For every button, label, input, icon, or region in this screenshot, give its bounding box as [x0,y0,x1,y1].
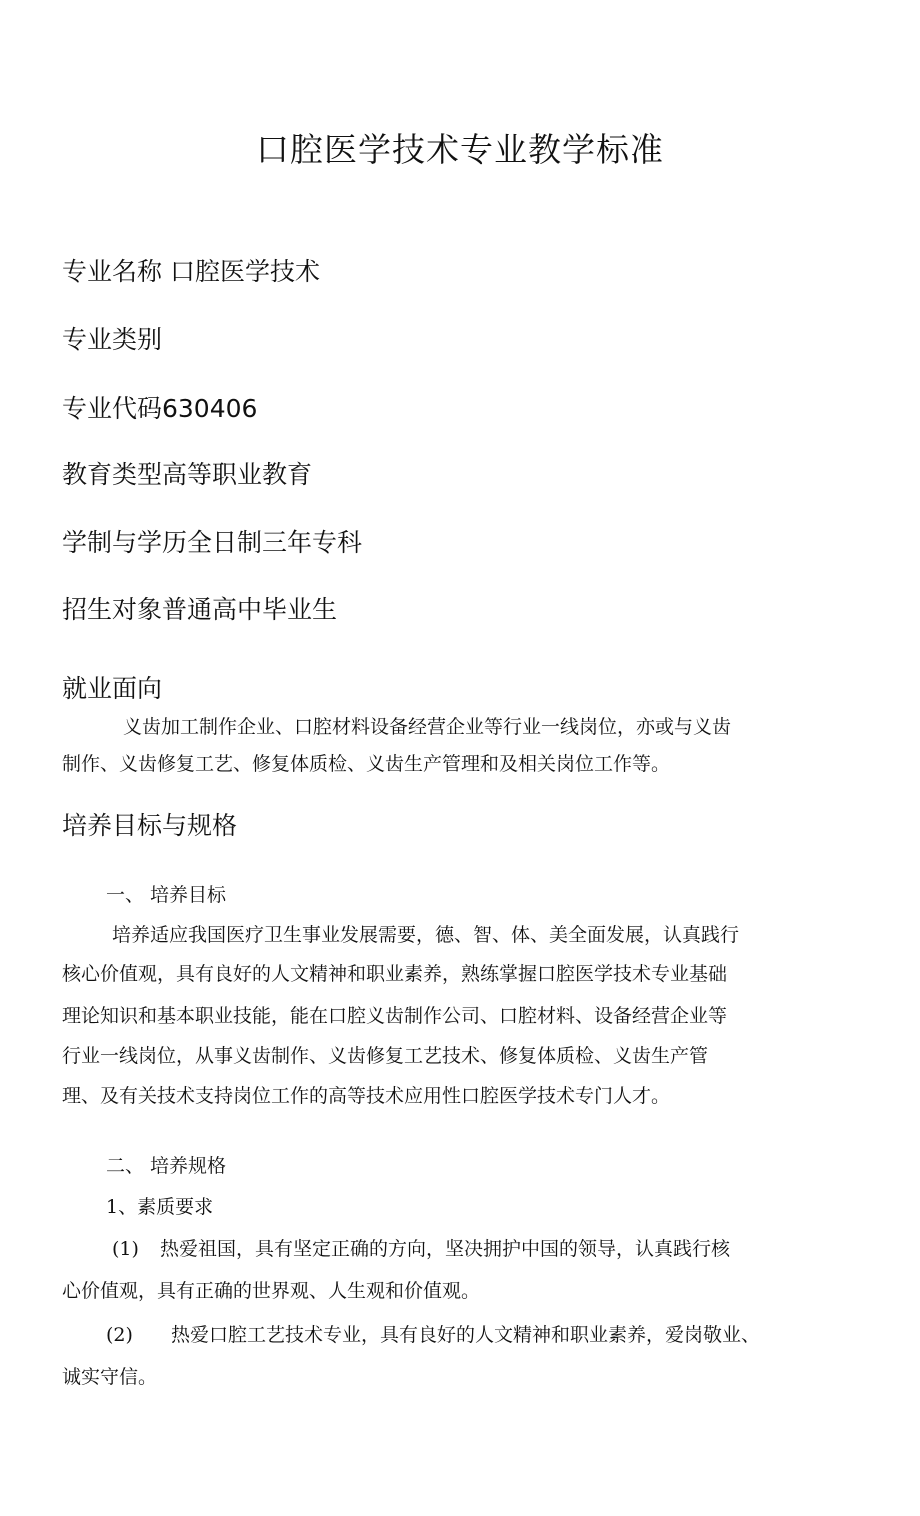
goal-heading: 一、 培养目标 [106,884,227,906]
quality-item-line: 诚实守信。 [62,1366,158,1388]
quality-item-line: 热爱口腔工艺技术专业，具有良好的人文精神和职业素养，爱岗敬业、 [171,1324,761,1346]
training-heading: 培养目标与规格 [62,811,238,840]
field-enrollment: 招生对象普通高中毕业生 [62,595,338,624]
goal-line: 行业一线岗位，从事义齿制作、义齿修复工艺技术、修复体质检、义齿生产管 [62,1045,709,1067]
field-duration: 学制与学历全日制三年专科 [62,528,363,557]
goal-line: 核心价值观，具有良好的人文精神和职业素养，熟练掌握口腔医学技术专业基础 [62,963,728,985]
employment-line: 义齿加工制作企业、口腔材料设备经营企业等行业一线岗位，亦或与义齿 [123,716,732,738]
document-title: 口腔医学技术专业教学标准 [256,130,664,169]
quality-item-line: 心价值观，具有正确的世界观、人生观和价值观。 [62,1280,481,1302]
quality-heading: 1、素质要求 [106,1196,214,1218]
field-major-name: 专业名称 口腔医学技术 [62,257,320,286]
field-major-code: 专业代码630406 [62,394,258,423]
goal-line: 理论知识和基本职业技能，能在口腔义齿制作公司、口腔材料、设备经营企业等 [62,1005,728,1027]
spec-heading: 二、 培养规格 [106,1155,227,1177]
field-education-type: 教育类型高等职业教育 [62,460,313,489]
quality-item-line: 热爱祖国，具有坚定正确的方向，坚决拥护中国的领导，认真践行核 [160,1238,731,1260]
goal-line: 理、及有关技术支持岗位工作的高等技术应用性口腔医学技术专门人才。 [62,1085,671,1107]
goal-line: 培养适应我国医疗卫生事业发展需要，德、智、体、美全面发展，认真践行 [112,924,740,946]
employment-line: 制作、义齿修复工艺、修复体质检、义齿生产管理和及相关岗位工作等。 [62,753,671,775]
field-major-category: 专业类别 [62,325,163,354]
item-number: (1) [112,1238,139,1260]
item-number: (2) [106,1324,133,1346]
employment-heading: 就业面向 [62,674,163,703]
